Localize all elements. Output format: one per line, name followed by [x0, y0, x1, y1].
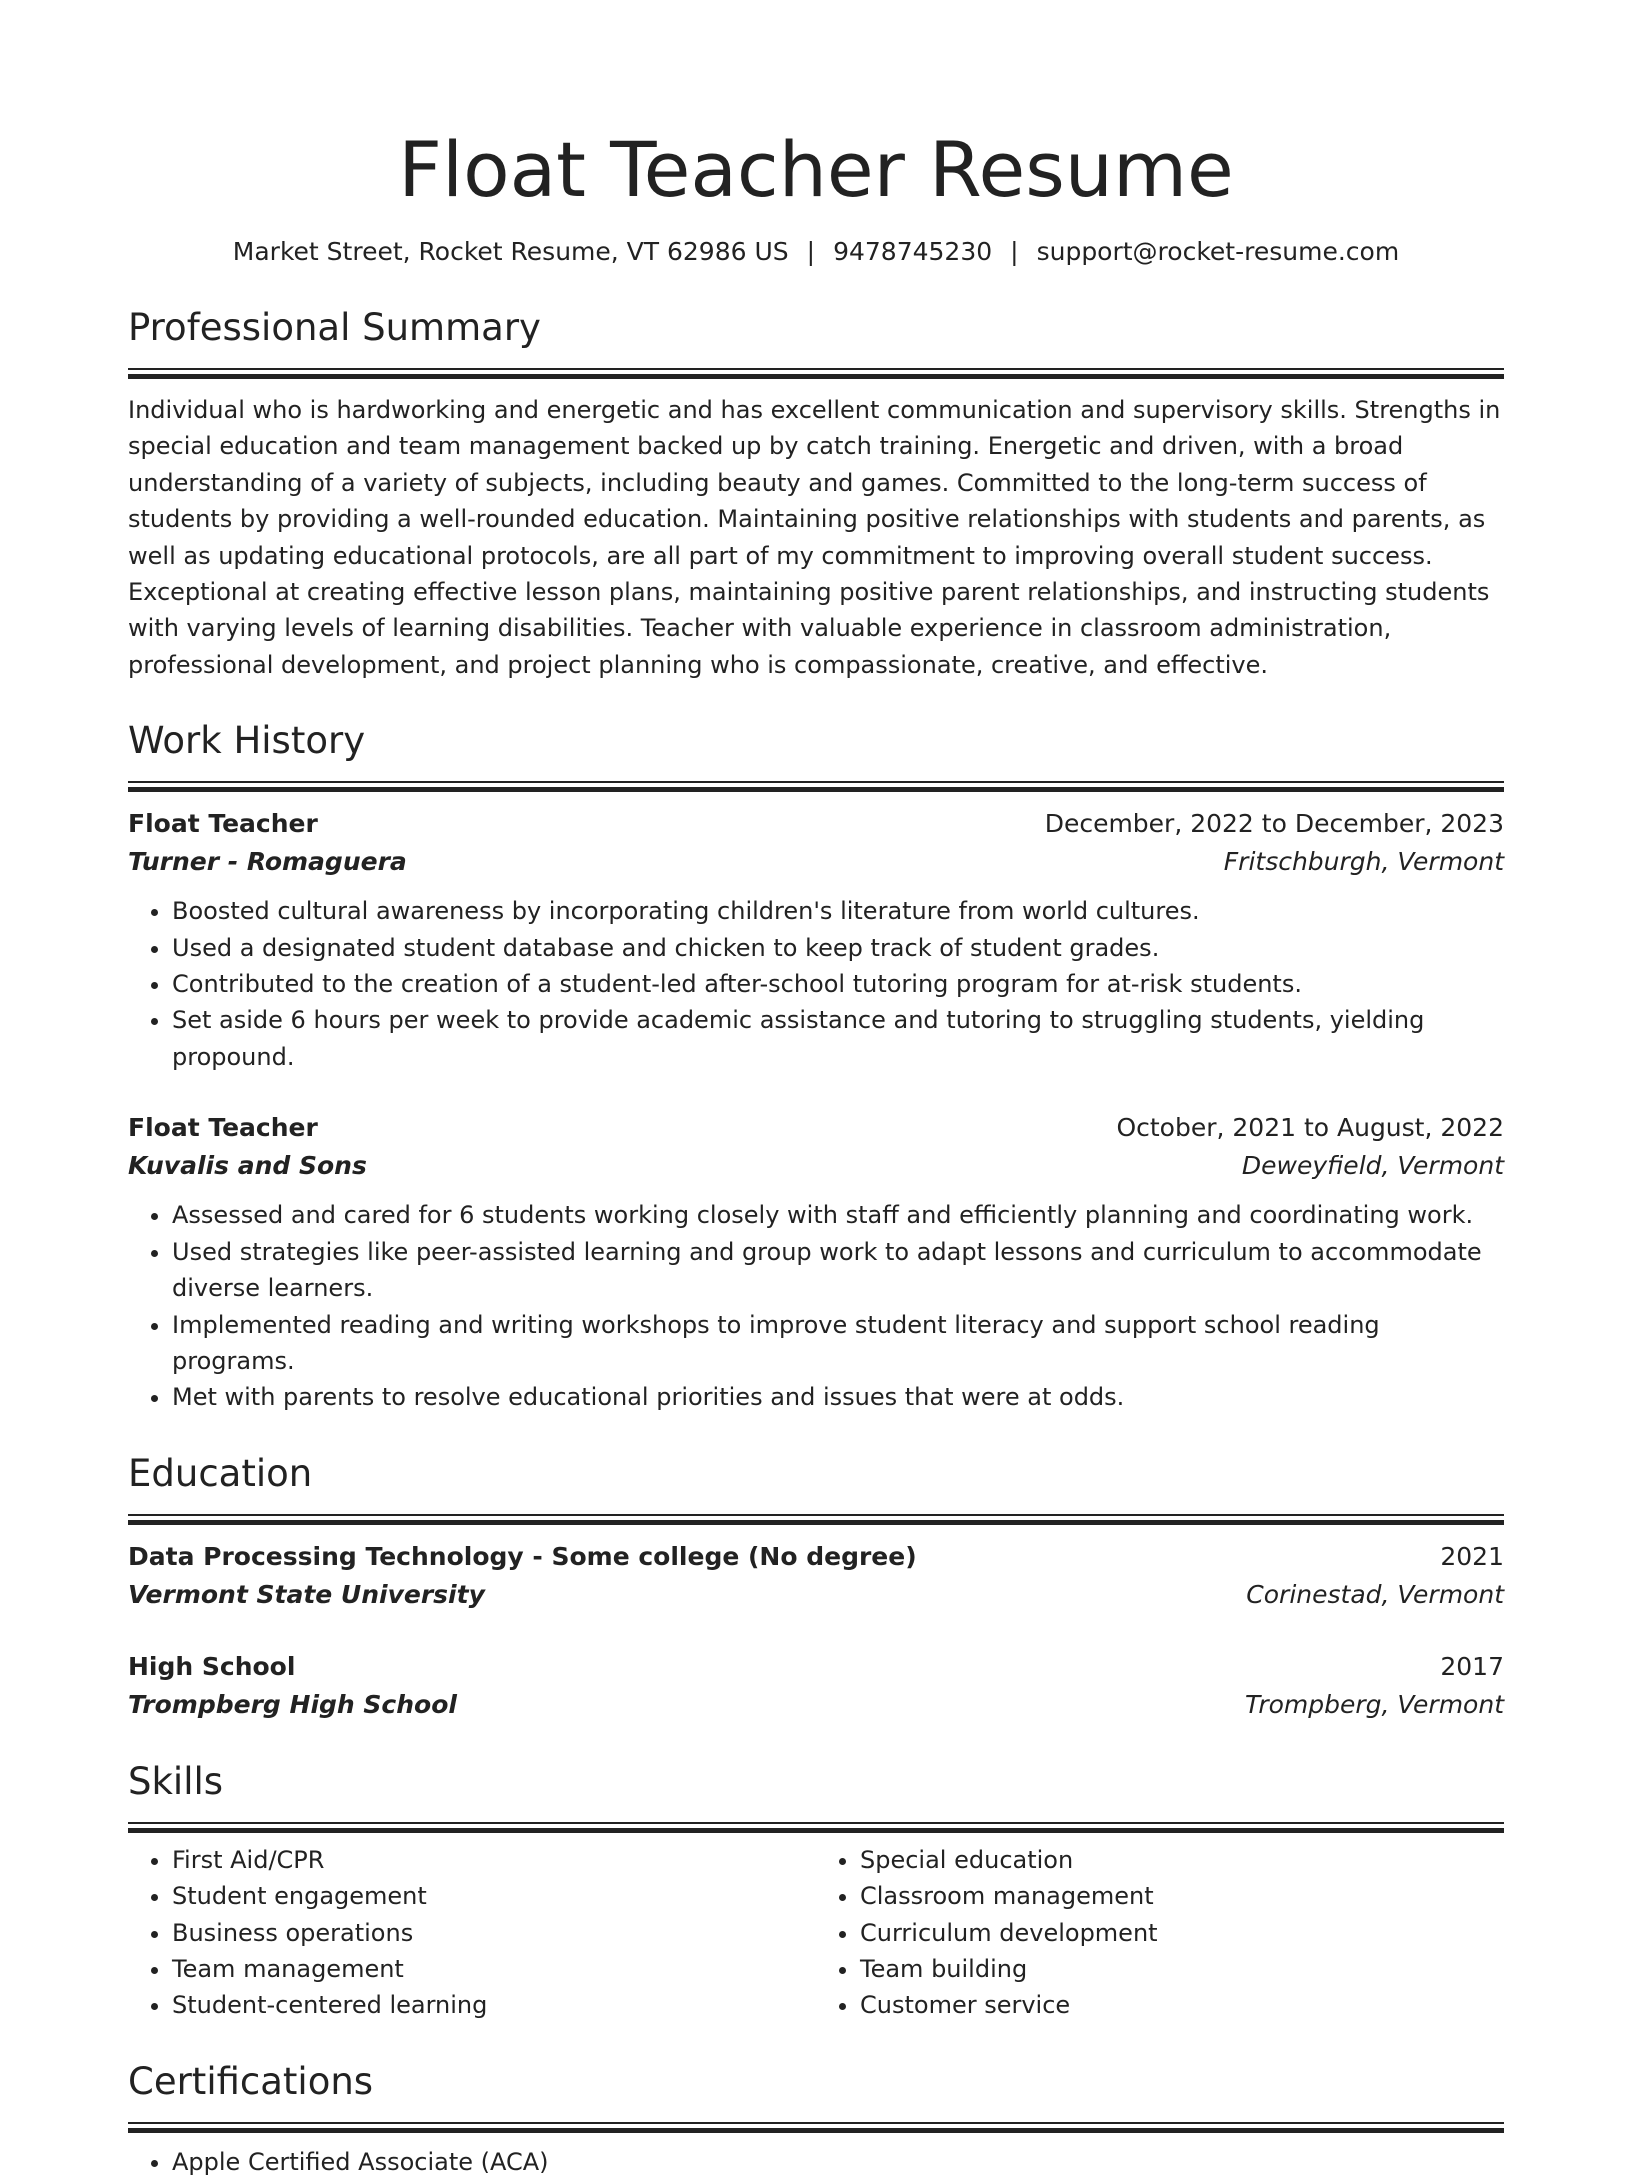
list-item: • Team management: [172, 1951, 816, 1987]
address-text: Market Street, Rocket Resume, VT 62986 US: [232, 237, 789, 266]
job-dates: October, 2021 to August, 2022: [1116, 1113, 1504, 1143]
certifications-list: [128, 2144, 1504, 2180]
resume-title: Float Teacher Resume: [398, 125, 1234, 214]
company-name: Kuvalis and Sons: [128, 1151, 367, 1181]
contact-separator: |: [806, 237, 816, 266]
list-item: • Classroom management: [860, 1878, 1504, 1914]
list-item: • Boosted cultural awareness by incorporating children's literature from world cultures.: [172, 893, 1504, 929]
school-location: Corinestad, Vermont: [1246, 1579, 1504, 1609]
section-title: Work History: [128, 719, 366, 763]
list-item: • Special education: [860, 1842, 1504, 1878]
email-link[interactable]: support@rocket-resume.com: [1036, 237, 1400, 266]
list-item: • Assessed and cared for 6 students working closely with staff and efficiently planning and coordinating work.: [172, 1197, 1504, 1233]
section-divider: [128, 781, 1504, 791]
section-title: Professional Summary: [128, 306, 541, 349]
summary-section: [128, 304, 1504, 683]
job-title: Float Teacher: [128, 1113, 318, 1143]
list-item: • First Aid/CPR: [172, 1842, 816, 1878]
company-name: Turner - Romaguera: [128, 847, 407, 877]
list-item: • Student-centered learning: [172, 1987, 816, 2023]
list-item: • Contributed to the creation of a student-led after-school tutoring program for at-risk students.: [172, 966, 1504, 1002]
skills-list-left: [128, 1842, 816, 2024]
list-item: • Met with parents to resolve educational priorities and issues that were at odds.: [172, 1379, 1504, 1415]
contact-line: [128, 234, 1504, 270]
job-title: Float Teacher: [128, 809, 318, 839]
list-item: • Customer service: [860, 1987, 1504, 2023]
job-bullets: [128, 1197, 1504, 1415]
list-item: • Implemented reading and writing workshops to improve student literacy and support school reading programs.: [172, 1307, 1504, 1380]
degree-name: High School: [128, 1651, 296, 1681]
list-item: • Used strategies like peer-assisted learning and group work to adapt lessons and curriculum to accommodate diverse learners.: [172, 1234, 1504, 1307]
list-item: • Student engagement: [172, 1878, 816, 1914]
job-location: Deweyfield, Vermont: [1241, 1151, 1504, 1181]
work-history-section: [128, 717, 1504, 1415]
list-item: • Set aside 6 hours per week to provide academic assistance and tutoring to struggling students, yielding propound.: [172, 1002, 1504, 1075]
phone-text: 9478745230: [833, 237, 993, 266]
education-year: 2017: [1440, 1651, 1504, 1681]
education-entry: [128, 1648, 1504, 1724]
section-title: Skills: [128, 1759, 224, 1803]
list-item: • Apple Certified Associate (ACA): [172, 2144, 1504, 2180]
school-location: Trompberg, Vermont: [1244, 1689, 1504, 1719]
school-name: Trompberg High School: [128, 1689, 457, 1719]
resume-page: [128, 0, 1504, 2180]
summary-text: Individual who is hardworking and energetic and has excellent communication and supervisory skills. Strengths in special education and team management backed up by catch training. Energetic and driven, with a broad understanding of a variety of subjects, including beauty and games. Committed to the long-term success of students by providing a well-rounded education. Maintaining positive relationships with students and parents, as well as updating educational protocols, are all part of my commitment to improving overall student success. Exceptional at creating effective lesson plans, maintaining positive parent relationships, and instructing students with varying levels of learning disabilities. Teacher with valuable experience in classroom administration, professional development, and project planning who is compassionate, creative, and effective.: [128, 396, 1501, 679]
section-divider: [128, 2122, 1504, 2132]
contact-separator: |: [1010, 237, 1019, 266]
job-location: Fritschburgh, Vermont: [1223, 847, 1504, 877]
section-divider: [128, 368, 1504, 378]
work-entry: [128, 1109, 1504, 1415]
list-item: • Business operations: [172, 1915, 816, 1951]
job-dates: December, 2022 to December, 2023: [1044, 809, 1504, 839]
list-item: • Used a designated student database and chicken to keep track of student grades.: [172, 930, 1504, 966]
section-title: Education: [128, 1451, 313, 1495]
work-entry: [128, 805, 1504, 1075]
job-bullets: [128, 893, 1504, 1075]
list-item: • Team building: [860, 1951, 1504, 1987]
list-item: • Curriculum development: [860, 1915, 1504, 1951]
education-section: [128, 1450, 1504, 1724]
skills-list-right: [816, 1842, 1504, 2024]
skills-columns: [128, 1842, 1504, 2024]
section-divider: [128, 1822, 1504, 1832]
skills-section: [128, 1758, 1504, 2024]
school-name: Vermont State University: [128, 1579, 485, 1609]
degree-name: Data Processing Technology - Some college (No degree): [128, 1541, 917, 1571]
section-divider: [128, 1514, 1504, 1524]
education-entry: [128, 1538, 1504, 1614]
section-title: Certifications: [128, 2059, 374, 2103]
education-year: 2021: [1440, 1541, 1504, 1571]
certifications-section: [128, 2058, 1504, 2180]
